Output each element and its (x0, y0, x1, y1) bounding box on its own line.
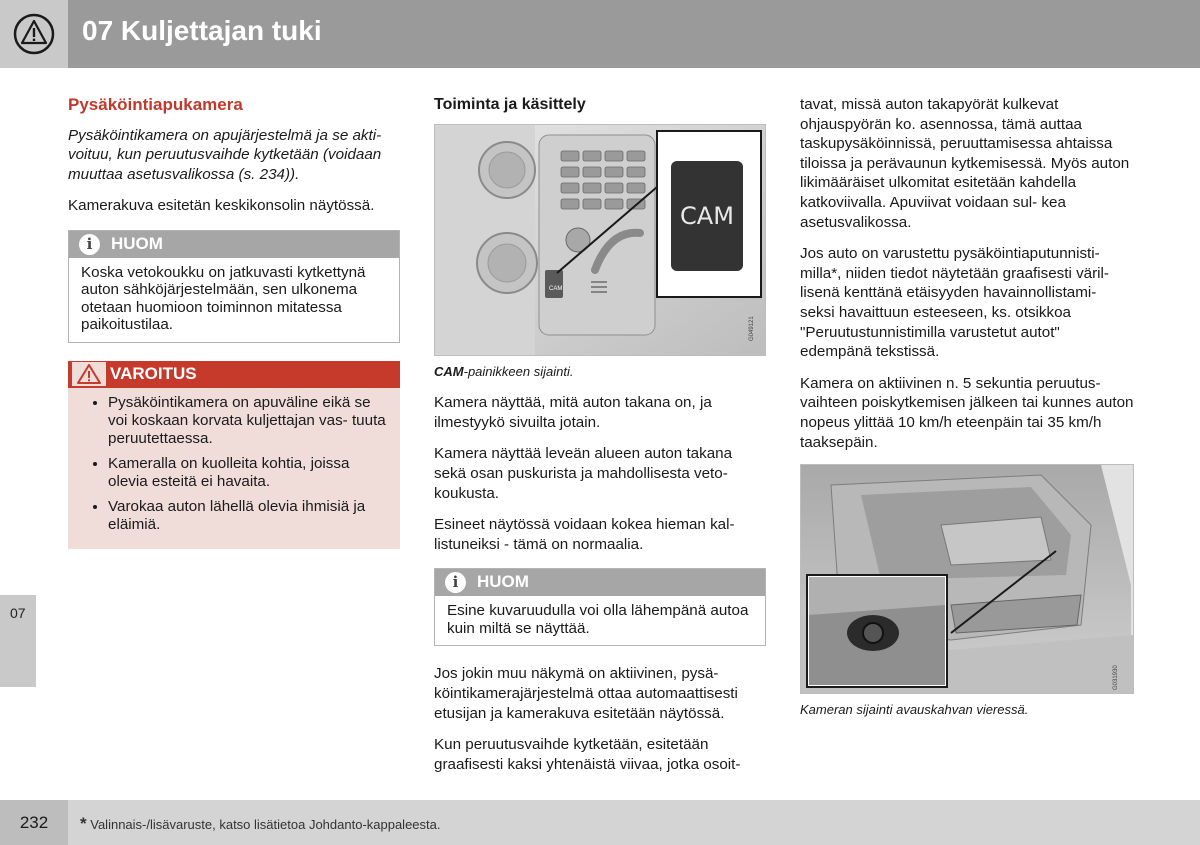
footnote-asterisk: * (80, 814, 87, 833)
center-console-illustration (435, 125, 765, 355)
note-label: HUOM (111, 233, 163, 253)
note-box-header (435, 569, 765, 596)
paragraph: Kamera on aktiivinen n. 5 sekuntia peruutus- vaihteen poiskytkemisen jälkeen tai kunnes auton nopeus ylittää 10 km/h eteenpäin tai 35 km/h taaksepäin. (800, 374, 1134, 451)
warning-label: VAROITUS (110, 363, 197, 383)
column-3 (800, 95, 1134, 732)
car-rear-illustration (801, 465, 1133, 693)
subsection-heading: Toiminta ja käsittely (434, 96, 586, 113)
info-icon: i (79, 234, 100, 255)
camera-location-figure (800, 464, 1134, 694)
warning-item: • Kameralla on kuolleita kohtia, joissa olevia esteitä ei havaita. (108, 455, 388, 491)
footnote-text: Valinnais-/lisävaruste, katso lisätietoa Johdanto-kappaleesta. (90, 817, 441, 832)
column-2 (434, 95, 766, 786)
figure-code: G031930 (1113, 665, 1119, 691)
warning-icon-box (0, 0, 68, 68)
figure-code: G049121 (749, 315, 755, 341)
paragraph: Jos jokin muu näkymä on aktiivinen, pysä- köintikamerajärjestelmä ottaa automaattisesti etusijan ja kamerakuva esitetään näytössä. (434, 665, 738, 722)
paragraph: Jos auto on varustettu pysäköintiaputunnisti- milla*, niiden tiedot näytetään graafisesti väril- lisenä kenttänä etäisyyden havainnollistami- seksi havaittuun esteeseen, ks. otsikkoa "Peruutustunnistimilla varustetut autot" edempänä tekstissä. (800, 245, 1109, 361)
column-1 (68, 95, 400, 567)
intro-paragraph: Pysäköintikamera on apujärjestelmä ja se akti- voituu, kun peruutusvaihde kytketään (voidaan muuttaa asetusvalikossa (s. 234)). (68, 126, 382, 183)
caption-rest: -painikkeen sijainti. (463, 363, 574, 379)
console-figure (434, 124, 766, 356)
footnote (80, 814, 441, 834)
note-box-header (69, 231, 399, 258)
warning-triangle-icon (72, 362, 106, 386)
chapter-header (0, 0, 1200, 68)
paragraph: tavat, missä auton takapyörät kulkevat ohjauspyörän ko. asennossa, tämä auttaa taskupysäköinnissä, peruuttamisessa ahtaissa tiloissa ja perävaunun kytkemisessä. Myös auton likimääräiset ulkomitat esitetään kahdella katkoviivalla. Apuviivat voidaan sul- kea asetusvalikossa. (800, 96, 1130, 231)
note-text: Koska vetokoukku on jatkuvasti kytkettynä auton sähköjärjestelmään, sen ulkonema otetaan huomioon toiminnon mitatessa paikoitustilaa. (81, 263, 366, 334)
cam-small-label: CAM (549, 285, 563, 292)
note-text: Esine kuvaruudulla voi olla lähempänä autoa kuin miltä se näyttää. (447, 602, 749, 637)
note-box (434, 568, 766, 646)
page-footer (0, 800, 1200, 845)
paragraph: Kamera näyttää, mitä auton takana on, ja ilmestyykö sivuilta jotain. (434, 394, 712, 431)
warning-body (68, 388, 400, 549)
chapter-side-tab-label: 07 (10, 605, 26, 621)
cam-button-label: CAM (680, 201, 734, 230)
figure-caption: Kameran sijainti avauskahvan vieressä. (800, 702, 1029, 718)
note-box (68, 230, 400, 343)
paragraph: Esineet näytössä voidaan kokea hieman kal- listuneiksi - tämä on normaalia. (434, 516, 735, 553)
chapter-title: 07 Kuljettajan tuki (82, 15, 322, 46)
paragraph: Kun peruutusvaihde kytketään, esitetään graafisesti kaksi yhtenäistä viivaa, jotka osoit- (434, 736, 741, 773)
warning-item: • Pysäköintikamera on apuväline eikä se voi koskaan korvata kuljettajan vas- tuuta peruutettaessa. (108, 394, 388, 448)
paragraph: Kamerakuva esitetän keskikonsolin näytössä. (68, 197, 375, 215)
warning-box (68, 361, 400, 549)
chapter-side-tab (0, 595, 36, 687)
warning-box-header (68, 361, 400, 388)
warning-triangle-icon (0, 0, 68, 68)
caption-bold: CAM (434, 363, 464, 379)
note-label: HUOM (477, 572, 529, 592)
info-icon: i (445, 572, 466, 593)
warning-list (80, 394, 388, 534)
paragraph: Kamera näyttää leveän alueen auton takana sekä osan puskurista ja mahdollisesta veto- koukusta. (434, 445, 733, 502)
page-number: 232 (0, 800, 68, 845)
figure-caption (434, 362, 766, 382)
section-heading: Pysäköintiapukamera (68, 95, 243, 114)
warning-item: • Varokaa auton lähellä olevia ihmisiä ja eläimiä. (108, 498, 388, 534)
